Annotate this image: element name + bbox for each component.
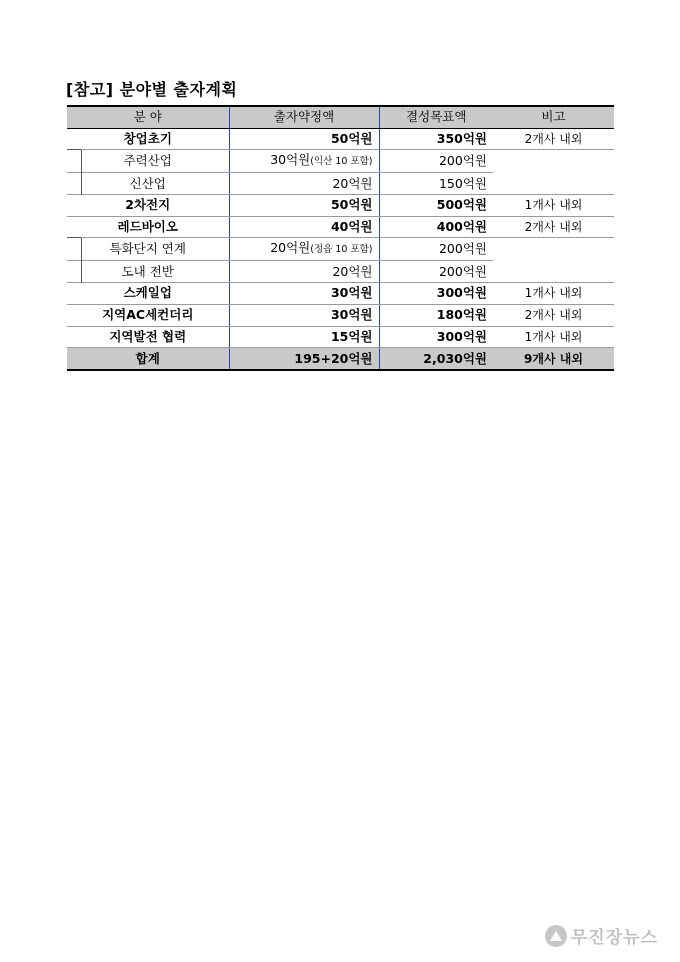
row-category: 특화단지 연계 <box>67 238 229 261</box>
row-target: 300억원 <box>379 326 493 348</box>
header-target: 결성목표액 <box>379 106 493 128</box>
mountain-logo-icon <box>545 925 567 947</box>
header-remark: 비고 <box>493 106 614 128</box>
row-category: 레드바이오 <box>67 216 229 238</box>
total-remark: 9개사 내외 <box>493 348 614 370</box>
total-commitment: 195+20억원 <box>229 348 379 370</box>
row-remark: 1개사 내외 <box>493 195 614 217</box>
header-commitment: 출자약정액 <box>229 106 379 128</box>
table-header-row <box>67 106 614 128</box>
table-row <box>67 173 614 195</box>
row-category: 지역발전 협력 <box>67 326 229 348</box>
row-commitment: 30억원 <box>229 304 379 326</box>
row-remark <box>493 173 614 195</box>
table-row <box>67 326 614 348</box>
row-remark: 2개사 내외 <box>493 128 614 150</box>
row-remark <box>493 150 614 173</box>
row-target: 500억원 <box>379 195 493 217</box>
row-target: 150억원 <box>379 173 493 195</box>
row-target: 200억원 <box>379 238 493 261</box>
row-category: 지역AC세컨더리 <box>67 304 229 326</box>
row-category: 스케일업 <box>67 283 229 305</box>
table-row <box>67 283 614 305</box>
row-category: 도내 전반 <box>67 261 229 283</box>
row-remark: 2개사 내외 <box>493 304 614 326</box>
row-commitment: 20억원 <box>229 173 379 195</box>
row-remark <box>493 261 614 283</box>
watermark <box>545 923 658 948</box>
header-category: 분 야 <box>67 106 229 128</box>
total-label: 합계 <box>67 348 229 370</box>
commitment-note: (정읍 10 포함) <box>310 244 373 256</box>
table-row <box>67 195 614 217</box>
commitment-note: (익산 10 포함) <box>310 156 373 168</box>
table-row <box>67 304 614 326</box>
row-commitment: 50억원 <box>229 195 379 217</box>
page-title: [참고] 분야별 출자계획 <box>66 80 238 99</box>
row-commitment: 40억원 <box>229 216 379 238</box>
row-target: 300억원 <box>379 283 493 305</box>
row-remark <box>493 238 614 261</box>
table-row <box>67 128 614 150</box>
row-commitment: 30억원(익산 10 포함) <box>229 150 379 173</box>
total-target: 2,030억원 <box>379 348 493 370</box>
row-target: 200억원 <box>379 150 493 173</box>
watermark-text: 무진장뉴스 <box>570 928 658 948</box>
row-category: 신산업 <box>67 173 229 195</box>
row-target: 350억원 <box>379 128 493 150</box>
row-remark: 1개사 내외 <box>493 283 614 305</box>
row-category: 창업초기 <box>67 128 229 150</box>
row-target: 200억원 <box>379 261 493 283</box>
row-commitment: 20억원 <box>229 261 379 283</box>
row-commitment: 50억원 <box>229 128 379 150</box>
row-category: 2차전지 <box>67 195 229 217</box>
row-commitment: 30억원 <box>229 283 379 305</box>
row-category: 주력산업 <box>67 150 229 173</box>
row-commitment: 15억원 <box>229 326 379 348</box>
total-row <box>67 348 614 370</box>
table-row <box>67 261 614 283</box>
row-remark: 1개사 내외 <box>493 326 614 348</box>
table-row <box>67 150 614 173</box>
table-row <box>67 216 614 238</box>
table-row <box>67 238 614 261</box>
row-target: 400억원 <box>379 216 493 238</box>
row-remark: 2개사 내외 <box>493 216 614 238</box>
row-target: 180억원 <box>379 304 493 326</box>
row-commitment: 20억원(정읍 10 포함) <box>229 238 379 261</box>
investment-plan-table <box>67 105 614 371</box>
